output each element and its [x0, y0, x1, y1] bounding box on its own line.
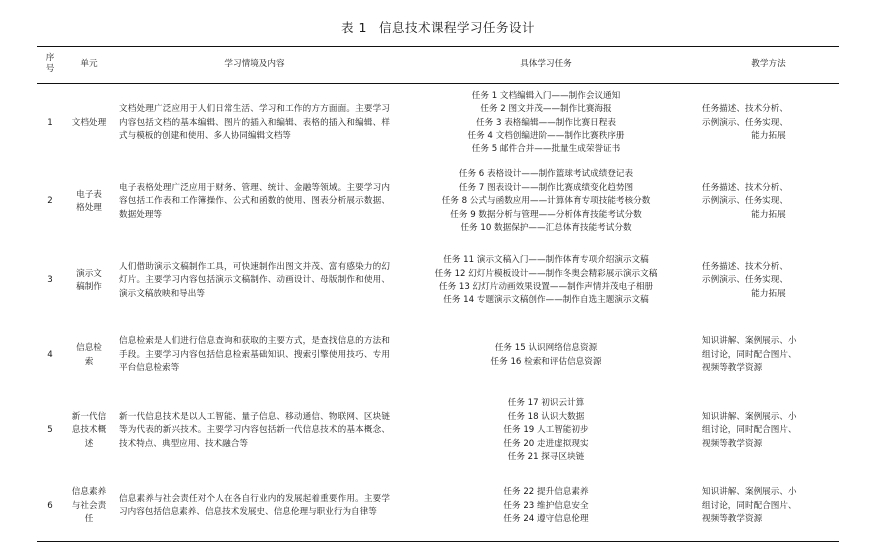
row-context: 信息检索是人们进行信息查询和获取的主要方式，是查找信息的方法和手段。主要学习内容包括信息检索基础知识、搜索引擎使用技巧、专用平台信息检索等 [119, 336, 390, 374]
row-seq: 4 [47, 349, 53, 360]
row-context: 人们借助演示文稿制作工具，可快速制作出图文并茂、富有感染力的幻灯片。主要学习内容包括演示文稿制作、动画设计、母版制作和使用、演示文稿放映和导出等 [119, 261, 390, 299]
row-unit: 演示文稿制作 [76, 268, 102, 292]
task-item: 任务 8 公式与函数应用——计算体育专项技能考核分数 [441, 196, 651, 207]
table-number: 表 1 [341, 20, 367, 35]
row-method: 任务描述、技术分析、 示例演示、任务实现、 能力拓展 [702, 261, 788, 299]
task-item: 任务 19 人工智能初步 [503, 425, 589, 436]
row-seq: 1 [47, 117, 53, 128]
task-item: 任务 14 专题演示文稿创作——制作自选主题演示文稿 [443, 295, 649, 306]
table-row [37, 84, 839, 163]
task-item: 任务 15 认识网络信息资源 [494, 343, 598, 354]
task-item: 任务 20 走进虚拟现实 [503, 438, 589, 449]
task-item: 任务 22 提升信息素养 [503, 487, 589, 498]
task-item: 任务 12 幻灯片模板设计——制作冬奥会精彩展示演示文稿 [434, 268, 658, 279]
learning-task-table [37, 46, 839, 542]
row-unit: 文档处理 [71, 117, 107, 128]
task-item: 任务 16 检索和评估信息资源 [490, 356, 602, 367]
row-unit: 新一代信息技术概述 [71, 411, 107, 449]
task-item: 任务 17 初识云计算 [507, 398, 585, 409]
task-item: 任务 24 遵守信息伦理 [503, 513, 589, 524]
row-tasks [394, 84, 698, 163]
table-row [37, 242, 839, 321]
task-item: 任务 3 表格编辑——制作比赛日程表 [476, 117, 616, 128]
table-title: 信息技术课程学习任务设计 [378, 20, 535, 35]
row-unit: 信息检索 [76, 343, 102, 367]
table-row [37, 391, 839, 472]
task-item: 任务 9 数据分析与管理——分析体育技能考试分数 [450, 209, 642, 220]
row-context: 文档处理广泛应用于人们日常生活、学习和工作的方方面面。主要学习内容包括文档的基本编辑、图片的插入和编辑、表格的插入和编辑、样式与模板的创建和使用、多人协同编辑文档等 [119, 104, 390, 141]
header-seq: 序号 [45, 53, 55, 75]
task-item: 任务 6 表格设计——制作篮球考试成绩登记表 [458, 169, 634, 180]
table-row [37, 321, 839, 391]
row-method: 知识讲解、案例展示、小 组讨论，同时配合图片、 视频等教学资源 [702, 411, 797, 449]
row-tasks [394, 163, 698, 242]
header-context: 学习情境及内容 [224, 59, 285, 70]
task-item: 任务 7 图表设计——制作比赛成绩变化趋势图 [458, 182, 634, 193]
row-tasks [394, 472, 698, 542]
task-item: 任务 18 认识大数据 [507, 411, 585, 422]
table-header-row [37, 47, 839, 84]
row-unit: 信息素养与社会责任 [71, 487, 107, 524]
table-row [37, 163, 839, 242]
row-method: 知识讲解、案例展示、小 组讨论，同时配合图片、 视频等教学资源 [702, 487, 797, 524]
task-item: 任务 11 演示文稿入门——制作体育专项介绍演示文稿 [443, 255, 649, 266]
row-seq: 5 [47, 425, 53, 436]
row-method: 任务描述、技术分析、 示例演示、任务实现、 能力拓展 [702, 104, 788, 141]
row-tasks [394, 242, 698, 321]
task-item: 任务 4 文档创编进阶——制作比赛秩序册 [467, 130, 625, 141]
task-item: 任务 13 幻灯片动画效果设置——制作声情并茂电子相册 [438, 282, 654, 292]
task-item: 任务 23 维护信息安全 [503, 500, 589, 511]
row-context: 信息素养与社会责任对个人在各自行业内的发展起着重要作用。主要学习内容包括信息素养、信息技术发展史、信息伦理与职业行为自律等 [119, 493, 390, 518]
task-item: 任务 1 文档编辑入门——制作会议通知 [471, 90, 621, 101]
row-method: 任务描述、技术分析、 示例演示、任务实现、 能力拓展 [702, 182, 788, 220]
task-item: 任务 10 数据保护——汇总体育技能考试分数 [460, 223, 632, 234]
table-caption [0, 18, 876, 36]
task-item: 任务 2 图文并茂——制作比赛海报 [480, 104, 612, 115]
header-unit: 单元 [80, 59, 98, 70]
row-method: 知识讲解、案例展示、小 组讨论，同时配合图片、 视频等教学资源 [702, 336, 797, 374]
row-unit: 电子表格处理 [76, 189, 102, 213]
row-context: 电子表格处理广泛应用于财务、管理、统计、金融等领域。主要学习内容包括工作表和工作簿操作、公式和函数的使用、图表分析展示数据、数据处理等 [119, 182, 390, 220]
row-tasks [394, 391, 698, 472]
header-tasks: 具体学习任务 [520, 59, 572, 70]
row-tasks [394, 321, 698, 391]
task-item: 任务 5 邮件合并——批量生成荣誉证书 [471, 144, 621, 155]
row-context: 新一代信息技术是以人工智能、量子信息、移动通信、物联网、区块链等为代表的新兴技术。主要学习内容包括新一代信息技术的基本概念、技术特点、典型应用、技术融合等 [119, 411, 390, 449]
row-seq: 3 [47, 275, 53, 286]
row-seq: 2 [47, 196, 53, 207]
header-method: 教学方法 [751, 59, 786, 70]
table-row [37, 472, 839, 542]
task-item: 任务 21 探寻区块链 [507, 452, 585, 463]
row-seq: 6 [47, 500, 53, 511]
